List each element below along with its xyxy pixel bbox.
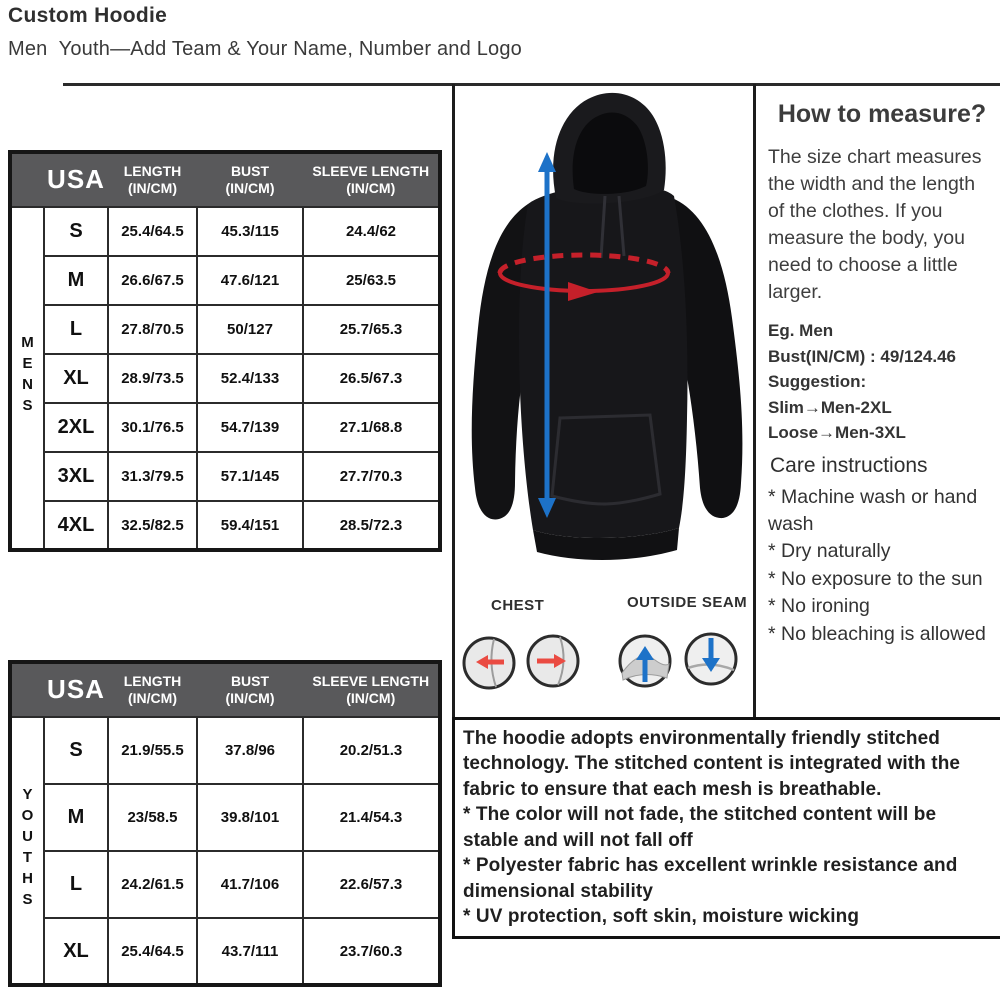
mens-size-table [8,150,442,552]
youth-col-bust: BUST (IN/CM) [197,662,303,717]
measure-heading: How to measure? [777,100,987,128]
size-cell: XL [44,918,108,985]
sleeve-cell: 25/63.5 [303,256,440,305]
youth-col-usa: USA [44,662,108,717]
seam-arrow-down-icon [686,634,736,684]
size-cell: L [44,851,108,918]
measure-example [768,318,994,446]
product-info-box [452,717,1000,939]
mens-col-sleeve: SLEEVE LENGTH (IN/CM) [303,152,440,207]
bust-cell: 57.1/145 [197,452,303,501]
sleeve-cell: 27.1/68.8 [303,403,440,452]
length-cell: 21.9/55.5 [108,717,197,784]
mens-side-label-cell [10,207,44,550]
care-item: * No ironing [768,595,870,618]
youth-header-row [10,662,440,717]
size-cell: L [44,305,108,354]
care-item: * Dry naturally [768,540,891,563]
measure-body: The size chart measures the width and the length of the clothes. If you measure the body, you need to choose a little larger. [768,146,982,303]
mens-col-bust: BUST (IN/CM) [197,152,303,207]
bust-cell: 59.4/151 [197,501,303,550]
bust-cell: 47.6/121 [197,256,303,305]
length-cell: 26.6/67.5 [108,256,197,305]
size-cell: 2XL [44,403,108,452]
product-bullets [463,802,992,929]
sleeve-cell: 27.7/70.3 [303,452,440,501]
size-cell: 3XL [44,452,108,501]
bust-cell: 52.4/133 [197,354,303,403]
mens-side-label: MENS [19,334,36,418]
length-cell: 25.4/64.5 [108,207,197,256]
table-row [10,784,440,851]
youth-size-table [8,660,442,987]
sleeve-cell: 20.2/51.3 [303,717,440,784]
youth-col-sleeve: SLEEVE LENGTH (IN/CM) [303,662,440,717]
chest-arrow-left-icon [464,638,514,688]
sleeve-cell: 22.6/57.3 [303,851,440,918]
bust-cell: 37.8/96 [197,717,303,784]
mens-col-usa: USA [44,152,108,207]
bust-cell: 54.7/139 [197,403,303,452]
chest-arrow-right-icon [528,636,578,686]
table-row [10,256,440,305]
length-cell: 24.2/61.5 [108,851,197,918]
example-line: Suggestion: [768,372,867,391]
size-cell: 4XL [44,501,108,550]
sleeve-cell: 28.5/72.3 [303,501,440,550]
page-subtitle: Men Youth—Add Team & Your Name, Number and Logo [8,38,523,60]
table-row [10,717,440,784]
measure-icons [452,618,752,706]
bust-cell: 41.7/106 [197,851,303,918]
table-row [10,403,440,452]
mens-header-row [10,152,440,207]
panel-divider-right [753,84,756,718]
mens-col-length: LENGTH (IN/CM) [108,152,197,207]
size-cell: S [44,207,108,256]
length-cell: 30.1/76.5 [108,403,197,452]
care-item: * No exposure to the sun [768,567,983,590]
care-item: * Machine wash or hand wash [768,486,978,535]
product-bullet: * The color will not fade, the stitched content will be stable and will not fall off [463,804,937,851]
length-cell: 32.5/82.5 [108,501,197,550]
bust-cell: 45.3/115 [197,207,303,256]
youth-header-corner [10,662,44,717]
size-cell: S [44,717,108,784]
outside-seam-label: OUTSIDE SEAM [627,594,748,611]
sleeve-cell: 25.7/65.3 [303,305,440,354]
mens-header-corner [10,152,44,207]
hoodie-photo [456,86,752,591]
youth-side-label-cell [10,717,44,985]
bust-cell: 50/127 [197,305,303,354]
size-cell: M [44,784,108,851]
table-row [10,918,440,985]
example-line: Eg. Men [768,321,834,340]
seam-arrow-up-icon [620,636,670,686]
youth-side-label: YOUTHS [19,785,36,912]
product-bullet: * Polyester fabric has excellent wrinkle resistance and dimensional stability [463,855,958,902]
example-line: Bust(IN/CM) : 49/124.46 [768,346,956,366]
table-row [10,207,440,256]
table-row [10,305,440,354]
example-line: Loose→Men-3XL [768,423,906,442]
example-line: Slim→Men-2XL [768,397,892,417]
table-row [10,452,440,501]
page-title: Custom Hoodie [8,4,168,27]
chest-label: CHEST [491,597,545,614]
sleeve-cell: 26.5/67.3 [303,354,440,403]
sleeve-cell: 24.4/62 [303,207,440,256]
bust-cell: 43.7/111 [197,918,303,985]
sleeve-cell: 21.4/54.3 [303,784,440,851]
bust-cell: 39.8/101 [197,784,303,851]
size-cell: XL [44,354,108,403]
sleeve-cell: 23.7/60.3 [303,918,440,985]
length-cell: 23/58.5 [108,784,197,851]
care-item: * No bleaching is allowed [768,622,986,645]
length-cell: 31.3/79.5 [108,452,197,501]
table-row [10,501,440,550]
size-cell: M [44,256,108,305]
length-cell: 27.8/70.5 [108,305,197,354]
care-heading: Care instructions [770,454,928,477]
care-list [768,484,996,648]
youth-col-length: LENGTH (IN/CM) [108,662,197,717]
table-row [10,851,440,918]
product-paragraph: The hoodie adopts environmentally friendly stitched technology. The stitched content is integrated with the fabric to ensure that each mesh is breathable. [463,728,961,800]
length-cell: 28.9/73.5 [108,354,197,403]
length-cell: 25.4/64.5 [108,918,197,985]
table-row [10,354,440,403]
product-bullet: * UV protection, soft skin, moisture wicking [463,906,860,928]
